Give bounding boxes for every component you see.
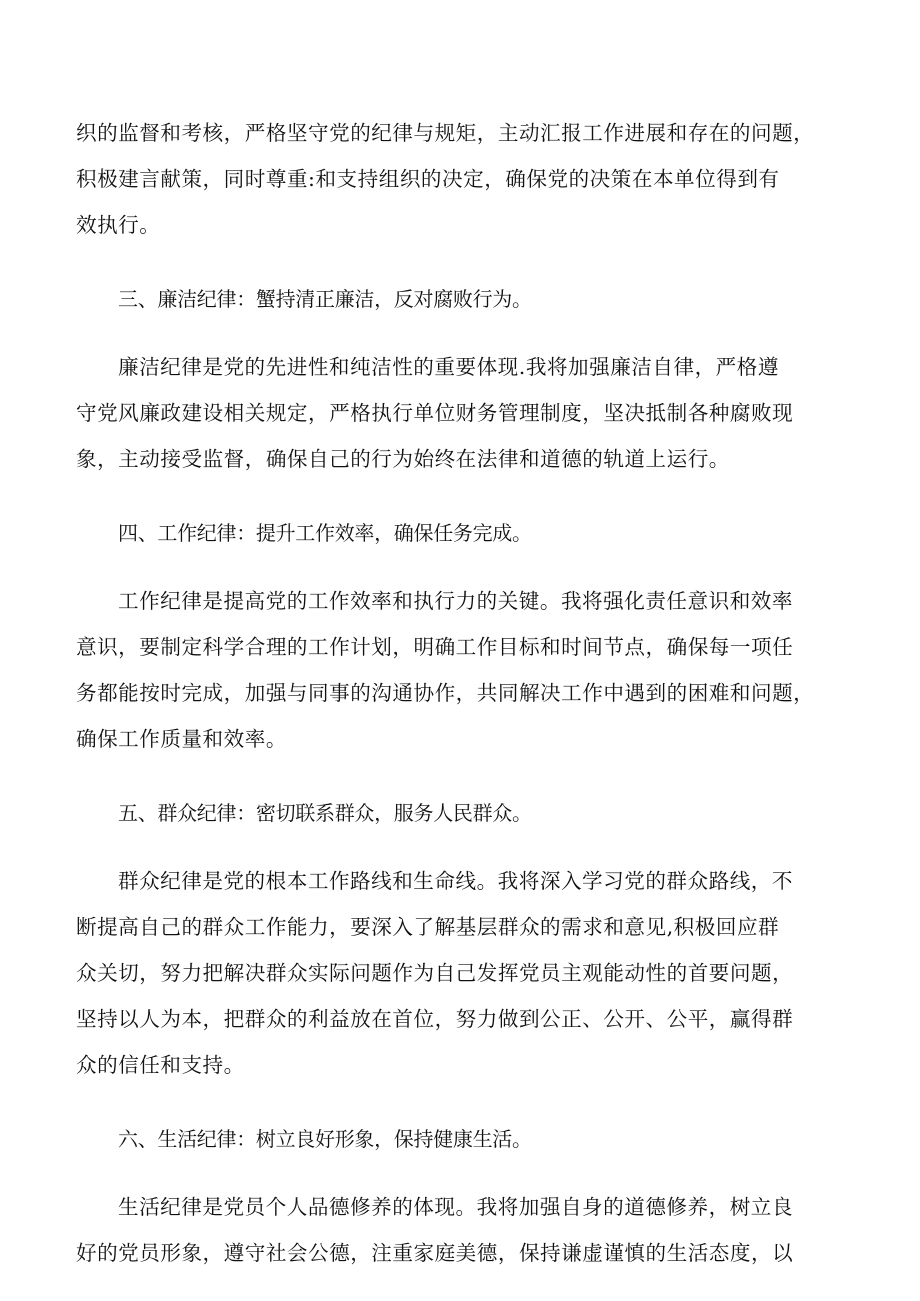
section-heading-mass-discipline: 五、群众纪律：密切联系群众，服务人民群众。 (118, 801, 532, 825)
text-line: 确保工作质量和效率。 (76, 727, 287, 751)
text-line: 坚持以人为本，把群众的利益放在首位，努力做到公正、公开、公平，赢得群 (76, 1007, 794, 1031)
section-heading-work-discipline: 四、工作纪律：提升工作效率，确保任务完成。 (118, 521, 532, 545)
text-line: 众的信任和支持。 (76, 1053, 245, 1077)
text-line: 务都能按时完成，加强与同事的沟通协作，共同解决工作中遇到的困难和问题， (76, 681, 815, 705)
text-line: 象，主动接受监督，确保自己的行为始终在法律和道德的轨道上运行。 (76, 447, 730, 471)
text-line: 生活纪律是党员个人品德修养的体现。我将加强自身的道德修养，树立良 (118, 1195, 793, 1219)
section-heading-life-discipline: 六、生活纪律：树立良好形象，保持健康生活。 (118, 1127, 532, 1151)
text-line: 好的党员形象，遵守社会公德，注重家庭美德，保持谦虚谨慎的生活态度，以 (76, 1241, 794, 1265)
section-heading-integrity-discipline: 三、廉洁纪律：蟹持清正廉洁，反对腐败行为。 (118, 287, 532, 311)
paragraph-mass-discipline (76, 866, 862, 1080)
paragraph-integrity-discipline (76, 352, 862, 474)
text-line: 守党风廉政建设相关规定，严格执行单位财务管理制度，坚决抵制各种腐败现 (76, 401, 794, 425)
text-line: 众关切，努力把解决群众实际问题作为自己发挥党员主观能动性的首要问题， (76, 961, 794, 985)
paragraph-work-discipline (76, 586, 862, 754)
text-line: 意识，要制定科学合理的工作计划，明确工作目标和时间节点，确保每一项任 (76, 635, 794, 659)
text-line: 织的监督和考核，严格坚守党的纪律与规矩，主动汇报工作进展和存在的问题， (76, 121, 815, 145)
text-line: 工作纪律是提高党的工作效率和执行力的关键。我将强化责任意识和效率 (118, 589, 793, 613)
text-line: 廉洁纪律是党的先进性和纯洁性的重要体现.我将加强廉洁自律，严格遵 (118, 355, 779, 379)
text-line: 群众纪律是党的根本工作路线和生命线。我将深入学习党的群众路线，不 (118, 869, 793, 893)
text-line: 积极建言献策，同时尊重:和支持组织的决定，确保党的决策在本单位得到有 (76, 167, 780, 191)
paragraph-life-discipline (76, 1192, 862, 1268)
text-line: 效执行。 (76, 213, 161, 237)
text-line: 断提高自己的群众工作能力，要深入了解基层群众的需求和意见,积极回应群 (76, 915, 780, 939)
paragraph-organization-discipline-continued (76, 118, 862, 240)
